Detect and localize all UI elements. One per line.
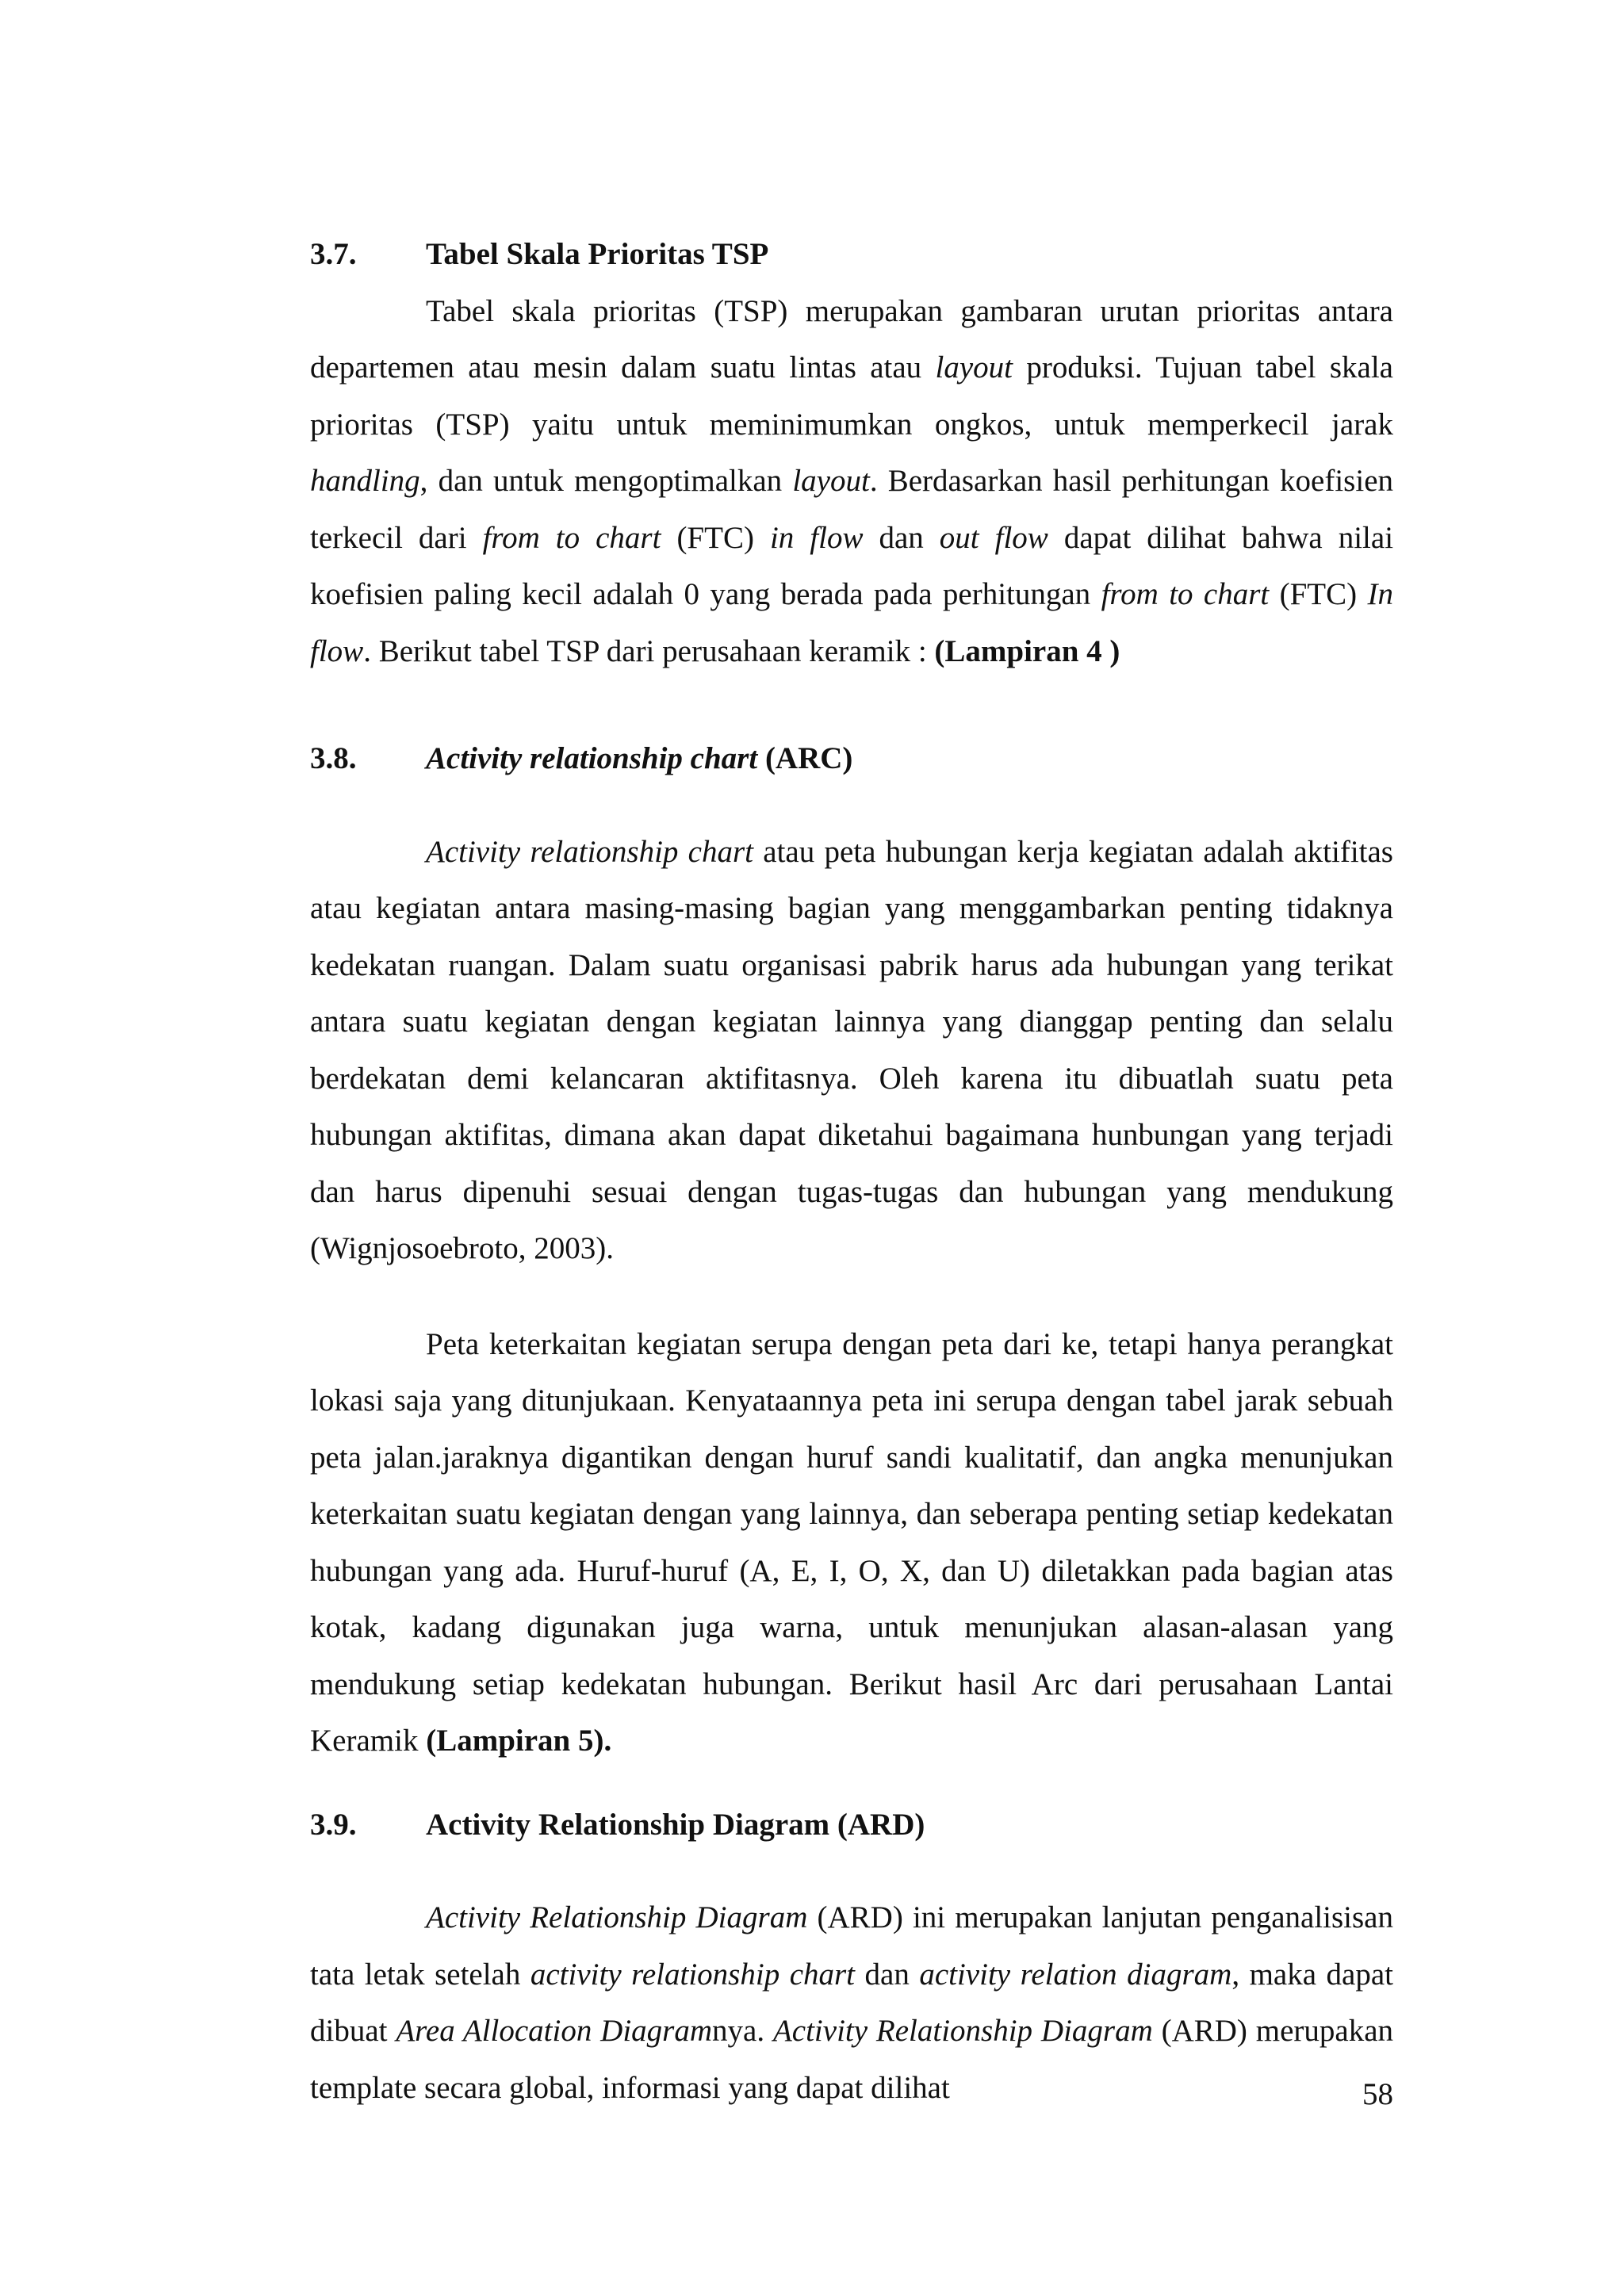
text-run: atau peta hubungan kerja kegiatan adalah aktifitas atau kegiatan antara masing-masing bagian yang menggambarkan penting tidaknya kedekatan ruangan. Dalam suatu organisasi pabrik harus ada hubungan yang terikat antara suatu kegiatan dengan kegiatan lainnya yang dianggap penting dan selalu berdekatan demi kelancaran aktifitasnya. Oleh karena itu dibuatlah suatu peta hubungan aktifitas, dimana akan dapat diketahui bagaimana hunbungan yang terjadi dan harus dipenuhi sesuai dengan tugas-tugas dan hubungan yang mendukung (Wignjosoebroto, 2003). (310, 834, 1393, 1265)
italic-term: from to chart (482, 520, 661, 555)
text-run: (FTC) (661, 520, 770, 555)
spacer (310, 679, 1393, 730)
text-run: (ARD) merupakan template secara global, informasi yang dapat dilihat (310, 2014, 1394, 2105)
italic-term: activity relation diagram (919, 1957, 1232, 1992)
section-heading-3-9 (310, 1797, 1393, 1854)
text-run: , dan untuk mengoptimalkan (419, 464, 793, 498)
spacer (310, 1277, 1393, 1316)
text-run: dan (855, 1957, 920, 1992)
spacer (310, 787, 1393, 824)
spacer (310, 1853, 1393, 1889)
text-run: (FTC) (1269, 577, 1368, 611)
paragraph-arc-definition (310, 824, 1393, 1277)
section-number: 3.8. (310, 741, 357, 775)
section-title (426, 730, 1393, 787)
page-content (310, 226, 1393, 2116)
text-run: Peta keterkaitan kegiatan serupa dengan peta dari ke, tetapi hanya perangkat lokasi saja yang ditunjukaan. Kenyataannya peta ini serupa dengan tabel jarak sebuah peta jalan.jaraknya digantikan dengan huruf sandi kualitatif, dan angka menunjukan keterkaitan suatu kegiatan dengan yang lainnya, dan seberapa penting setiap kedekatan hubungan yang ada. Huruf-huruf (A, E, I, O, X, dan U) diletakkan pada bagian atas kotak, kadang digunakan juga warna, untuk menunjukan alasan-alasan yang mendukung setiap kedekatan hubungan. Berikut hasil Arc dari perusahaan Lantai Keramik (310, 1326, 1393, 1758)
text-run: (ARD) ini merupakan lanjutan penganalisisan tata letak setelah (310, 1900, 1393, 1992)
section-title-italic: Activity relationship chart (426, 741, 758, 775)
section-number: 3.7. (310, 237, 357, 271)
paragraph-ard (310, 1889, 1393, 2116)
spacer (310, 1770, 1393, 1797)
paragraph-tsp (310, 283, 1393, 680)
text-run: nya. (712, 2014, 773, 2048)
italic-term: from to chart (1101, 577, 1270, 611)
italic-term: layout (792, 464, 870, 498)
italic-term: Area Allocation Diagram (396, 2014, 713, 2048)
section-title-rest: (ARC) (757, 741, 853, 775)
text-run: dapat dilihat bahwa nilai koefisien paling kecil adalah 0 yang berada pada perhitungan (310, 520, 1394, 611)
section-title: Activity Relationship Diagram (ARD) (426, 1807, 925, 1842)
italic-term: Activity relationship chart (426, 834, 753, 869)
italic-term: Activity Relationship Diagram (772, 2014, 1153, 2048)
appendix-reference: (Lampiran 4 ) (934, 633, 1120, 668)
section-number: 3.9. (310, 1807, 357, 1842)
text-run: produksi. Tujuan tabel skala prioritas (TSP) yaitu untuk meminimumkan ongkos, untuk memperkecil jarak (310, 350, 1393, 442)
text-run: . Berdasarkan hasil perhitungan koefisien terkecil dari (310, 464, 1393, 555)
section-title: Tabel Skala Prioritas TSP (426, 237, 769, 271)
section-heading-3-8 (310, 730, 1393, 787)
italic-term: out flow (939, 520, 1048, 555)
italic-term: in flow (769, 520, 864, 555)
italic-term: Activity Relationship Diagram (426, 1900, 808, 1934)
italic-term: activity relationship chart (530, 1957, 856, 1992)
text-run: , maka dapat dibuat (310, 1957, 1393, 2048)
italic-term: handling (310, 464, 420, 498)
text-run: Tabel skala prioritas (TSP) merupakan gambaran urutan prioritas antara departemen atau mesin dalam suatu lintas atau (310, 293, 1393, 385)
italic-term: layout (935, 350, 1013, 385)
page-number: 58 (1362, 2077, 1393, 2111)
text-run: dan (863, 520, 940, 555)
appendix-reference: (Lampiran 5). (426, 1724, 612, 1758)
paragraph-arc-description (310, 1316, 1393, 1770)
text-run: . Berikut tabel TSP dari perusahaan keramik : (363, 633, 935, 668)
section-heading-3-7 (310, 226, 1393, 283)
italic-term: In flow (310, 577, 1394, 668)
